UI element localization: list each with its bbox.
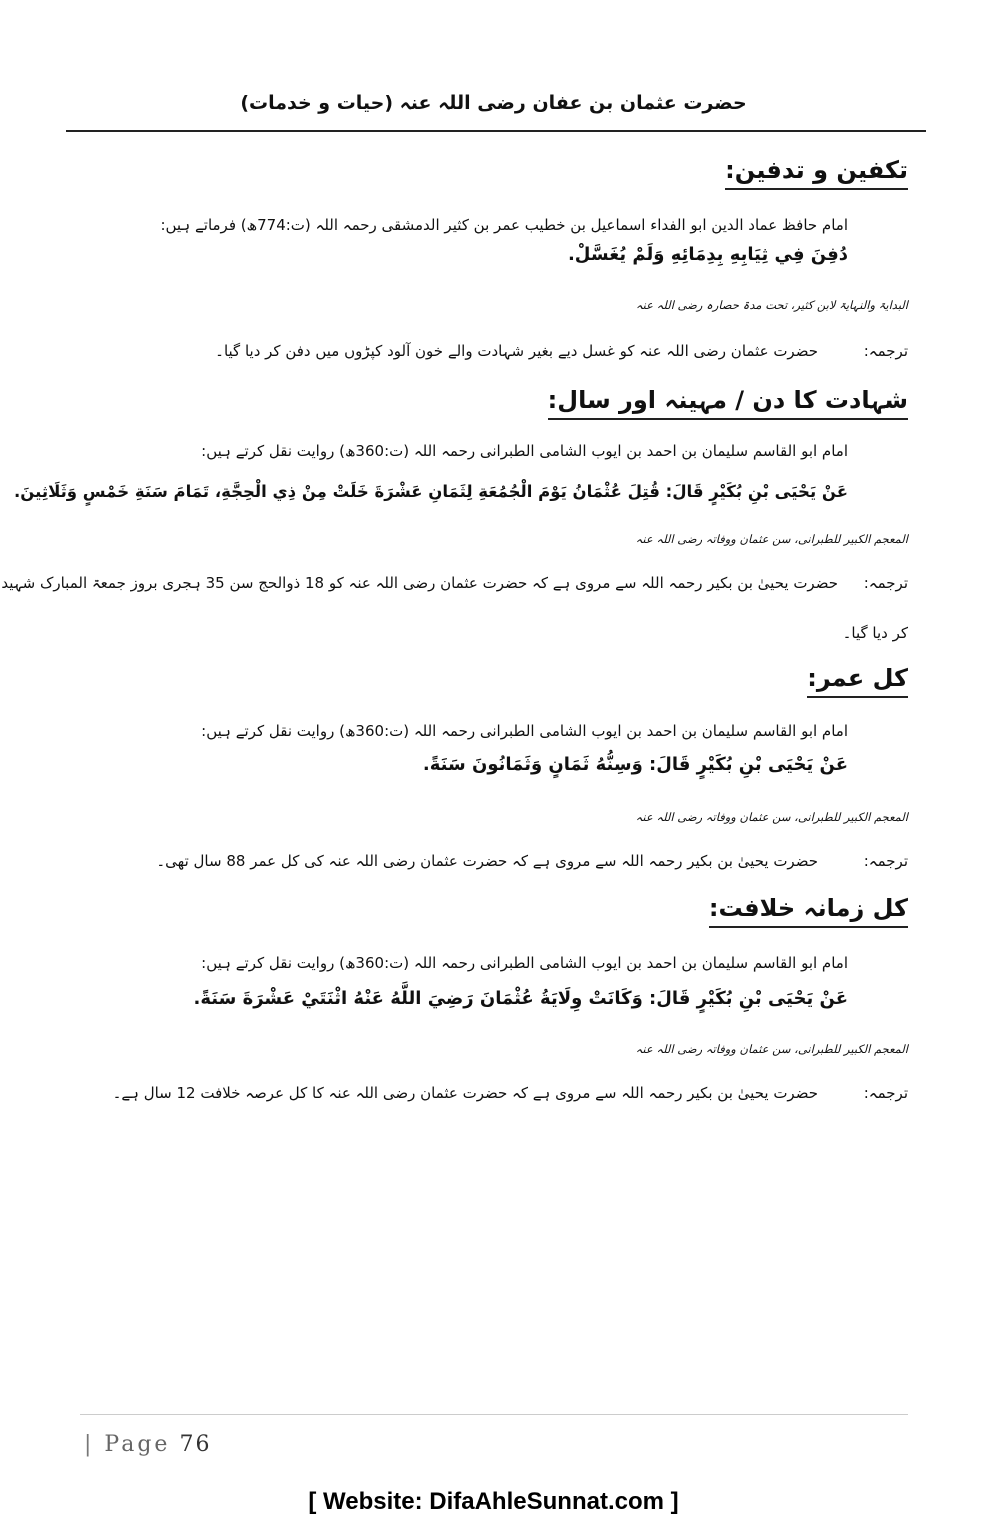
section-heading: شہادت کا دن / مہینہ اور سال: (548, 386, 908, 420)
translation-label: ترجمہ: (863, 1084, 908, 1102)
footer-divider (80, 1414, 908, 1415)
section-age (80, 660, 908, 880)
translation-text: حضرت یحییٰ بن بکیر رحمہ اللہ سے مروی ہے کہ حضرت عثمان رضی اللہ عنہ کو 18 ذوالحج سن 35 ہجری بروز جمعۃ المبارک شہید (1, 574, 838, 592)
translation-continuation: کر دیا گیا۔ (842, 624, 908, 642)
reference-citation: البدایۃ والنہایۃ لابن کثیر، تحت مدۃ حصارہ رضی اللہ عنہ (635, 298, 908, 312)
reference-citation: المعجم الکبیر للطبرانی، سن عثمان ووفاتہ رضی اللہ عنہ (635, 532, 908, 546)
section-heading: کل زمانہ خلافت: (709, 894, 908, 928)
section-intro: امام ابو القاسم سلیمان بن احمد بن ایوب الشامی الطبرانی رحمہ اللہ (ت:360ھ) روایت نقل کرتے ہیں: (201, 442, 848, 460)
running-header-title: حضرت عثمان بن عفان رضی اللہ عنہ (حیات و خدمات) (240, 92, 747, 114)
section-heading: کل عمر: (807, 664, 908, 698)
reference-citation: المعجم الکبیر للطبرانی، سن عثمان ووفاتہ رضی اللہ عنہ (635, 810, 908, 824)
section-heading: تکفین و تدفین: (725, 156, 908, 190)
section-intro: امام ابو القاسم سلیمان بن احمد بن ایوب الشامی الطبرانی رحمہ اللہ (ت:360ھ) روایت نقل کرتے ہیں: (201, 722, 848, 740)
page-label: Page (104, 1432, 171, 1457)
page-number (84, 1432, 211, 1457)
reference-citation: المعجم الکبیر للطبرانی، سن عثمان ووفاتہ رضی اللہ عنہ (635, 1042, 908, 1056)
translation-label: ترجمہ: (863, 342, 908, 360)
page-number-value: 76 (179, 1432, 212, 1457)
section-martyrdom-date (1, 378, 908, 658)
arabic-quote: دُفِنَ فِي ثِيَابِهِ بِدِمَائِهِ وَلَمْ يُغَسَّلْ. (567, 244, 848, 265)
section-burial (80, 146, 908, 376)
arabic-quote: عَنْ يَحْيَى بْنِ بُكَيْرٍ قَالَ: وَكَانَتْ وِلَايَةُ عُثْمَانَ رَضِيَ اللَّهُ عَنْهُ اثْنَتَيْ عَشْرَةَ سَنَةً. (193, 988, 848, 1009)
translation-text: حضرت یحییٰ بن بکیر رحمہ اللہ سے مروی ہے کہ حضرت عثمان رضی اللہ عنہ کا کل عرصہ خلافت 12 سال ہے۔ (112, 1084, 818, 1102)
arabic-quote: عَنْ يَحْيَى بْنِ بُكَيْرٍ قَالَ: قُتِلَ عُثْمَانُ يَوْمَ الْجُمُعَةِ لِثَمَانِ عَشْرَةَ خَلَتْ مِنْ ذِي الْحِجَّةِ، تَمَامَ سَنَةِ خَمْسٍ وَثَلَاثِينَ. (14, 482, 848, 501)
translation-label: ترجمہ: (863, 852, 908, 870)
section-intro: امام ابو القاسم سلیمان بن احمد بن ایوب الشامی الطبرانی رحمہ اللہ (ت:360ھ) روایت نقل کرتے ہیں: (201, 954, 848, 972)
website-banner[interactable]: [ Website: DifaAhleSunnat.com ] (308, 1488, 679, 1515)
header-divider (66, 130, 926, 132)
translation-text: حضرت عثمان رضی اللہ عنہ کو غسل دیے بغیر شہادت والے خون آلود کپڑوں میں دفن کر دیا گیا۔ (215, 342, 818, 360)
section-intro: امام حافظ عماد الدین ابو الفداء اسماعیل بن خطیب عمر بن کثیر الدمشقی رحمہ اللہ (ت:774ھ) فرماتے ہیں: (160, 216, 848, 234)
translation-label: ترجمہ: (863, 574, 908, 592)
translation-text: حضرت یحییٰ بن بکیر رحمہ اللہ سے مروی ہے کہ حضرت عثمان رضی اللہ عنہ کی کل عمر 88 سال تھی۔ (156, 852, 818, 870)
arabic-quote: عَنْ يَحْيَى بْنِ بُكَيْرٍ قَالَ: وَسِنُّهُ ثَمَانٍ وَثَمَانُونَ سَنَةً. (422, 754, 848, 775)
section-caliphate-duration (80, 890, 908, 1120)
page-bar: | (84, 1432, 94, 1457)
